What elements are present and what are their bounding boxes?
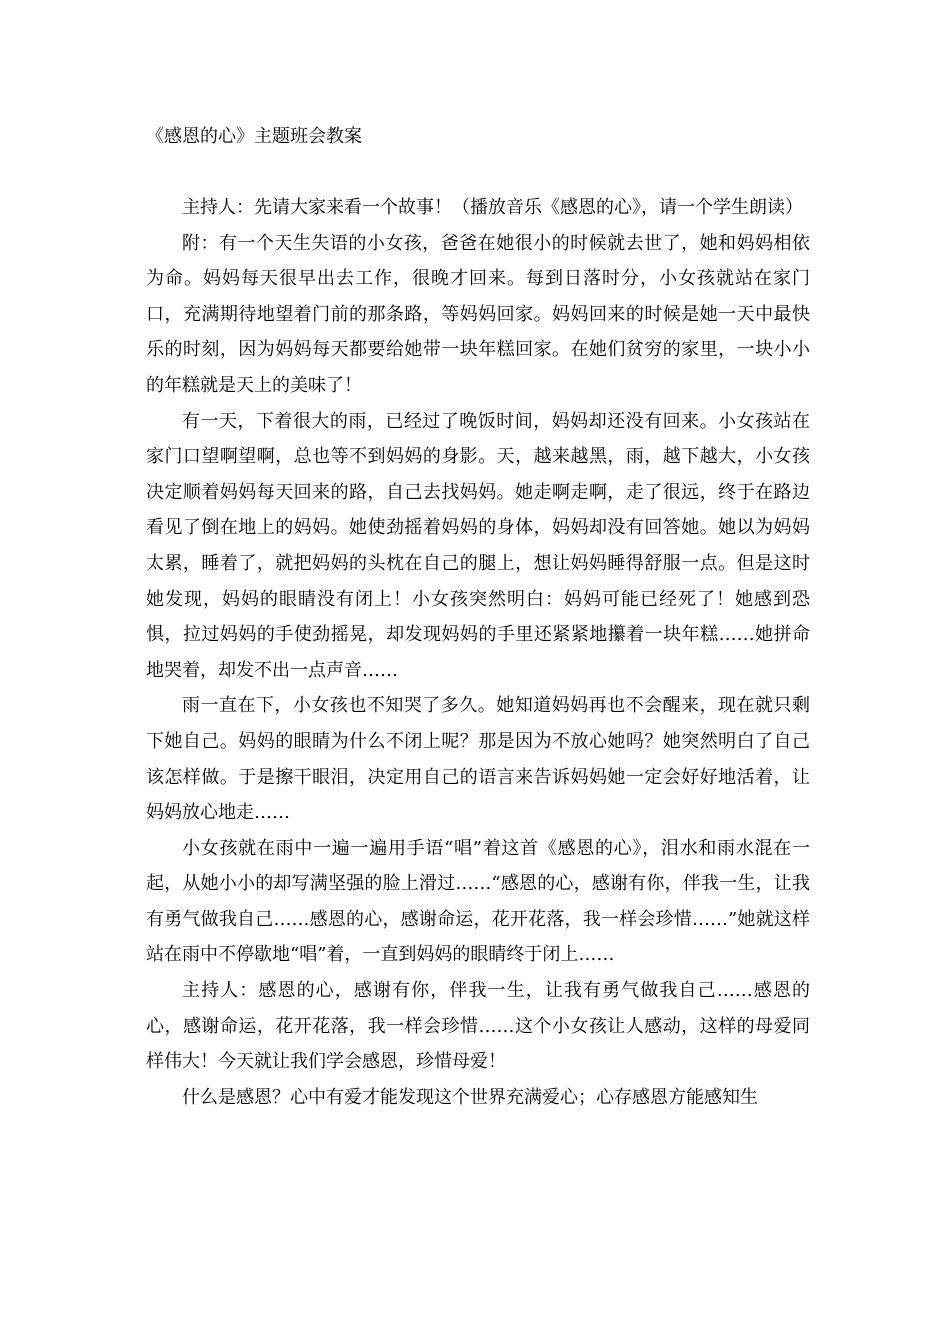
paragraph-host-intro: 主持人：先请大家来看一个故事！（播放音乐《感恩的心》，请一个学生朗读） [182,197,803,218]
document-body [146,190,810,1115]
paragraph-sign-song: 小女孩就在雨中一遍一遍用手语“唱”着这首《感恩的心》，泪水和雨水混在一起，从她小小的却写满坚强的脸上滑过……“感恩的心，感谢有你，伴我一生，让我有勇气做我自己……感恩的心，感谢命运，花开花落，我一样会珍惜……”她就这样站在雨中不停歇地“唱”着，一直到妈妈的眼睛终于闭上…… [146,837,810,966]
paragraph-story-beginning: 附：有一个天生失语的小女孩，爸爸在她很小的时候就去世了，她和妈妈相依为命。妈妈每天很早出去工作，很晚才回来。每到日落时分，小女孩就站在家门口，充满期待地望着门前的那条路，等妈妈回家。妈妈回来的时候是她一天中最快乐的时刻，因为妈妈每天都要给她带一块年糕回家。在她们贫穷的家里，一块小小的年糕就是天上的美味了！ [146,232,810,396]
paragraph-what-is-gratitude: 什么是感恩？心中有爱才能发现这个世界充满爱心；心存感恩方能感知生 [182,1086,758,1108]
document-title: 《感恩的心》主题班会教案 [146,126,362,147]
paragraph-rainy-day: 有一天，下着很大的雨，已经过了晚饭时间，妈妈却还没有回来。小女孩站在家门口望啊望啊，总也等不到妈妈的身影。天，越来越黑，雨，越下越大，小女孩决定顺着妈妈每天回来的路，自己去找妈妈。她走啊走啊，走了很远，终于在路边看见了倒在地上的妈妈。她使劲摇着妈妈的身体，妈妈却没有回答她。她以为妈妈太累，睡着了，就把妈妈的头枕在自己的腿上，想让妈妈睡得舒服一点。但是这时她发现，妈妈的眼睛没有闭上！小女孩突然明白：妈妈可能已经死了！她感到恐惧，拉过妈妈的手使劲摇晃，却发现妈妈的手里还紧紧地攥着一块年糕……她拼命地哭着，却发不出一点声音…… [146,410,810,681]
paragraph-host-reflection: 主持人：感恩的心，感谢有你，伴我一生，让我有勇气做我自己……感恩的心，感谢命运，花开花落，我一样会珍惜……这个小女孩让人感动，这样的母爱同样伟大！今天就让我们学会感恩，珍惜母爱！ [146,980,810,1073]
paragraph-alone: 雨一直在下，小女孩也不知哭了多久。她知道妈妈再也不会醒来，现在就只剩下她自己。妈妈的眼睛为什么不闭上呢？那是因为不放心她吗？她突然明白了自己该怎样做。于是擦干眼泪，决定用自己的语言来告诉妈妈她一定会好好地活着，让妈妈放心地走…… [146,695,810,824]
